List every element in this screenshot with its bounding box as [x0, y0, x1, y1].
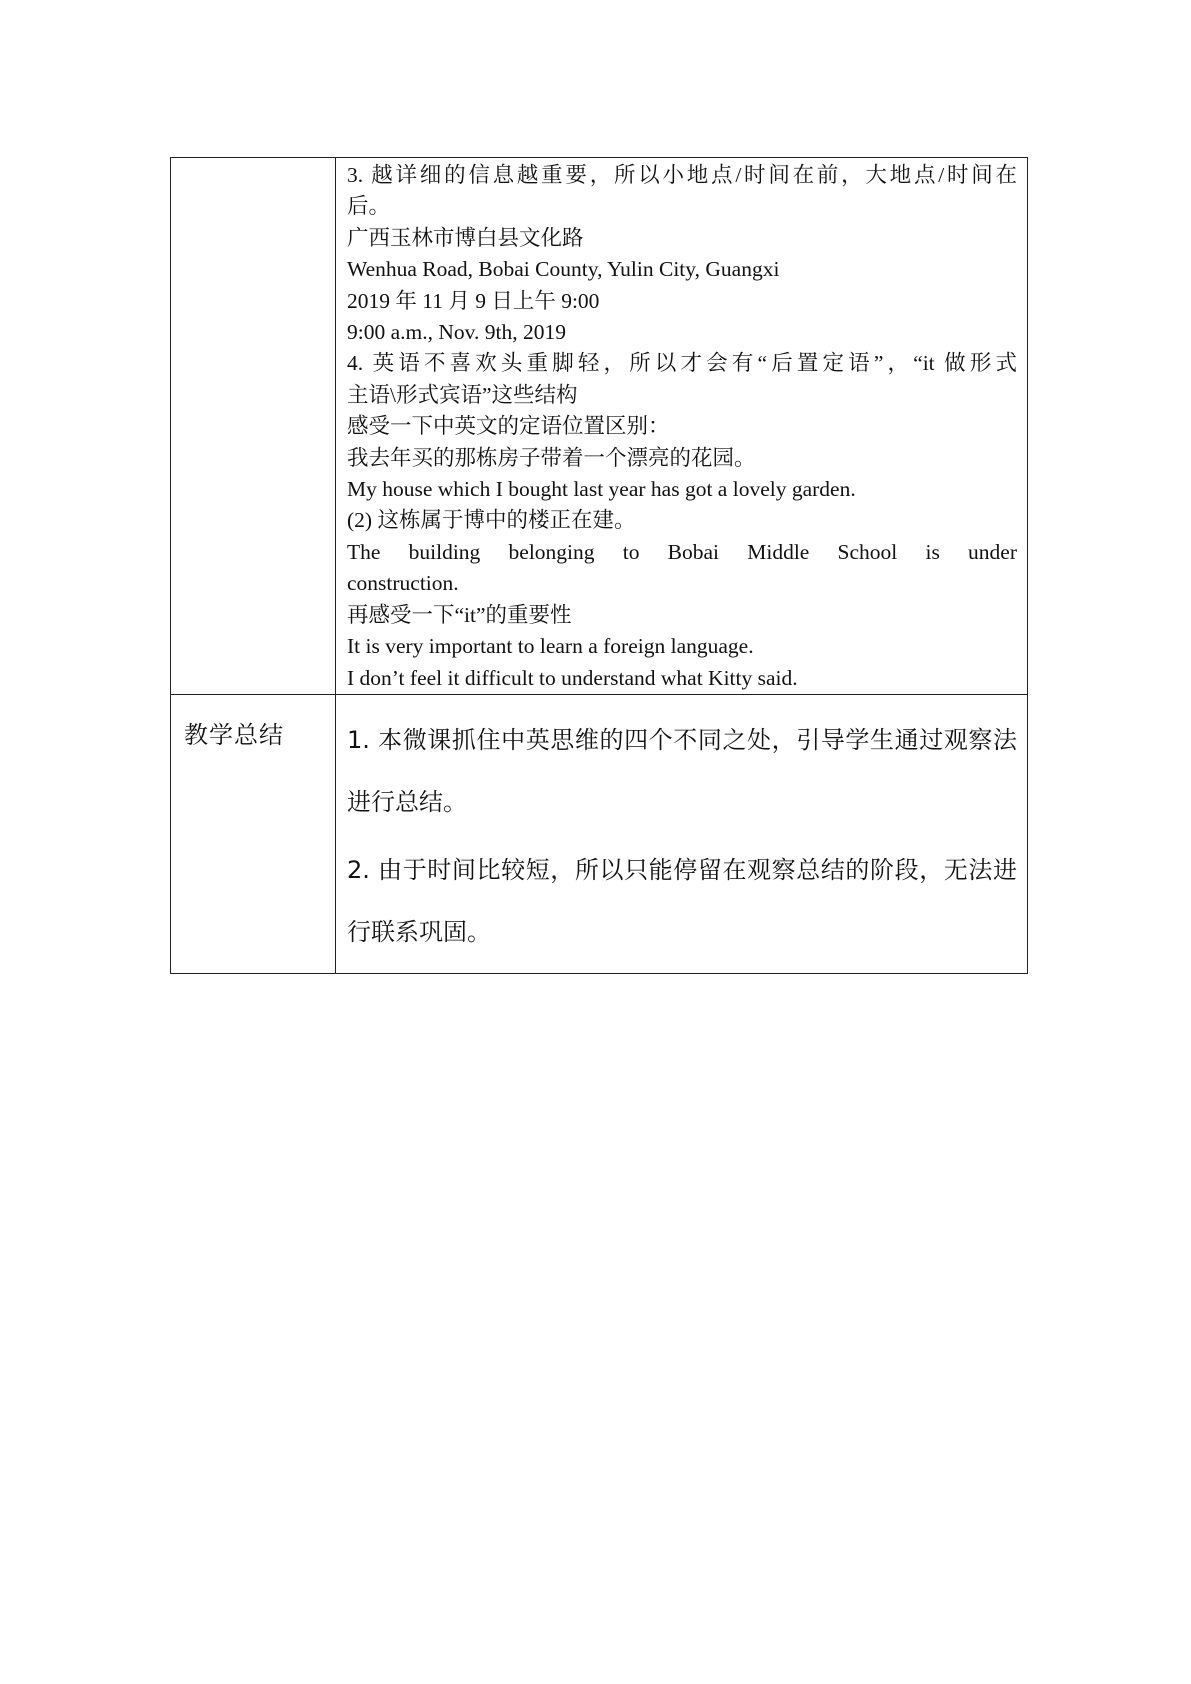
table-row-examples	[171, 158, 1028, 695]
summary-label: 教学总结	[184, 720, 284, 749]
content-line: (2) 这栋属于博中的楼正在建。	[347, 508, 636, 533]
content-line: 广西玉林市博白县文化路	[347, 225, 584, 250]
content-line: construction.	[347, 571, 459, 596]
content-line: Wenhua Road, Bobai County, Yulin City, Guangxi	[347, 257, 780, 282]
content-line: 主语\形式宾语”这些结构	[347, 382, 578, 407]
content-line: 2019 年 11 月 9 日上午 9:00	[347, 288, 600, 313]
content-line: It is very important to learn a foreign language.	[347, 634, 754, 659]
content-line: I don’t feel it difficult to understand what Kitty said.	[347, 665, 798, 690]
content-line: 后。	[347, 194, 391, 219]
summary-paragraph: 1. 本微课抓住中英思维的四个不同之处，引导学生通过观察法进行总结。	[347, 725, 1017, 816]
content-line: 3. 越详细的信息越重要，所以小地点/时间在前，大地点/时间在	[347, 163, 1017, 187]
examples-cell	[336, 158, 1028, 695]
content-line: 我去年买的那栋房子带着一个漂亮的花园。	[347, 445, 756, 470]
content-line: The building belonging to Bobai Middle School is under	[347, 539, 1017, 564]
row-label-cell	[171, 158, 336, 695]
content-line: 9:00 a.m., Nov. 9th, 2019	[347, 320, 566, 345]
table-row-summary	[171, 694, 1028, 973]
content-line: 感受一下中英文的定语位置区别：	[347, 414, 670, 439]
content-line: 4. 英语不喜欢头重脚轻，所以才会有“后置定语”，“it 做形式	[347, 351, 1017, 376]
content-line: My house which I bought last year has got a lovely garden.	[347, 477, 856, 502]
summary-label-cell	[171, 694, 336, 973]
summary-paragraph: 2. 由于时间比较短，所以只能停留在观察总结的阶段，无法进行联系巩固。	[347, 855, 1017, 946]
summary-cell	[336, 694, 1028, 973]
lesson-table	[170, 157, 1028, 974]
content-line: 再感受一下“it”的重要性	[347, 602, 572, 627]
